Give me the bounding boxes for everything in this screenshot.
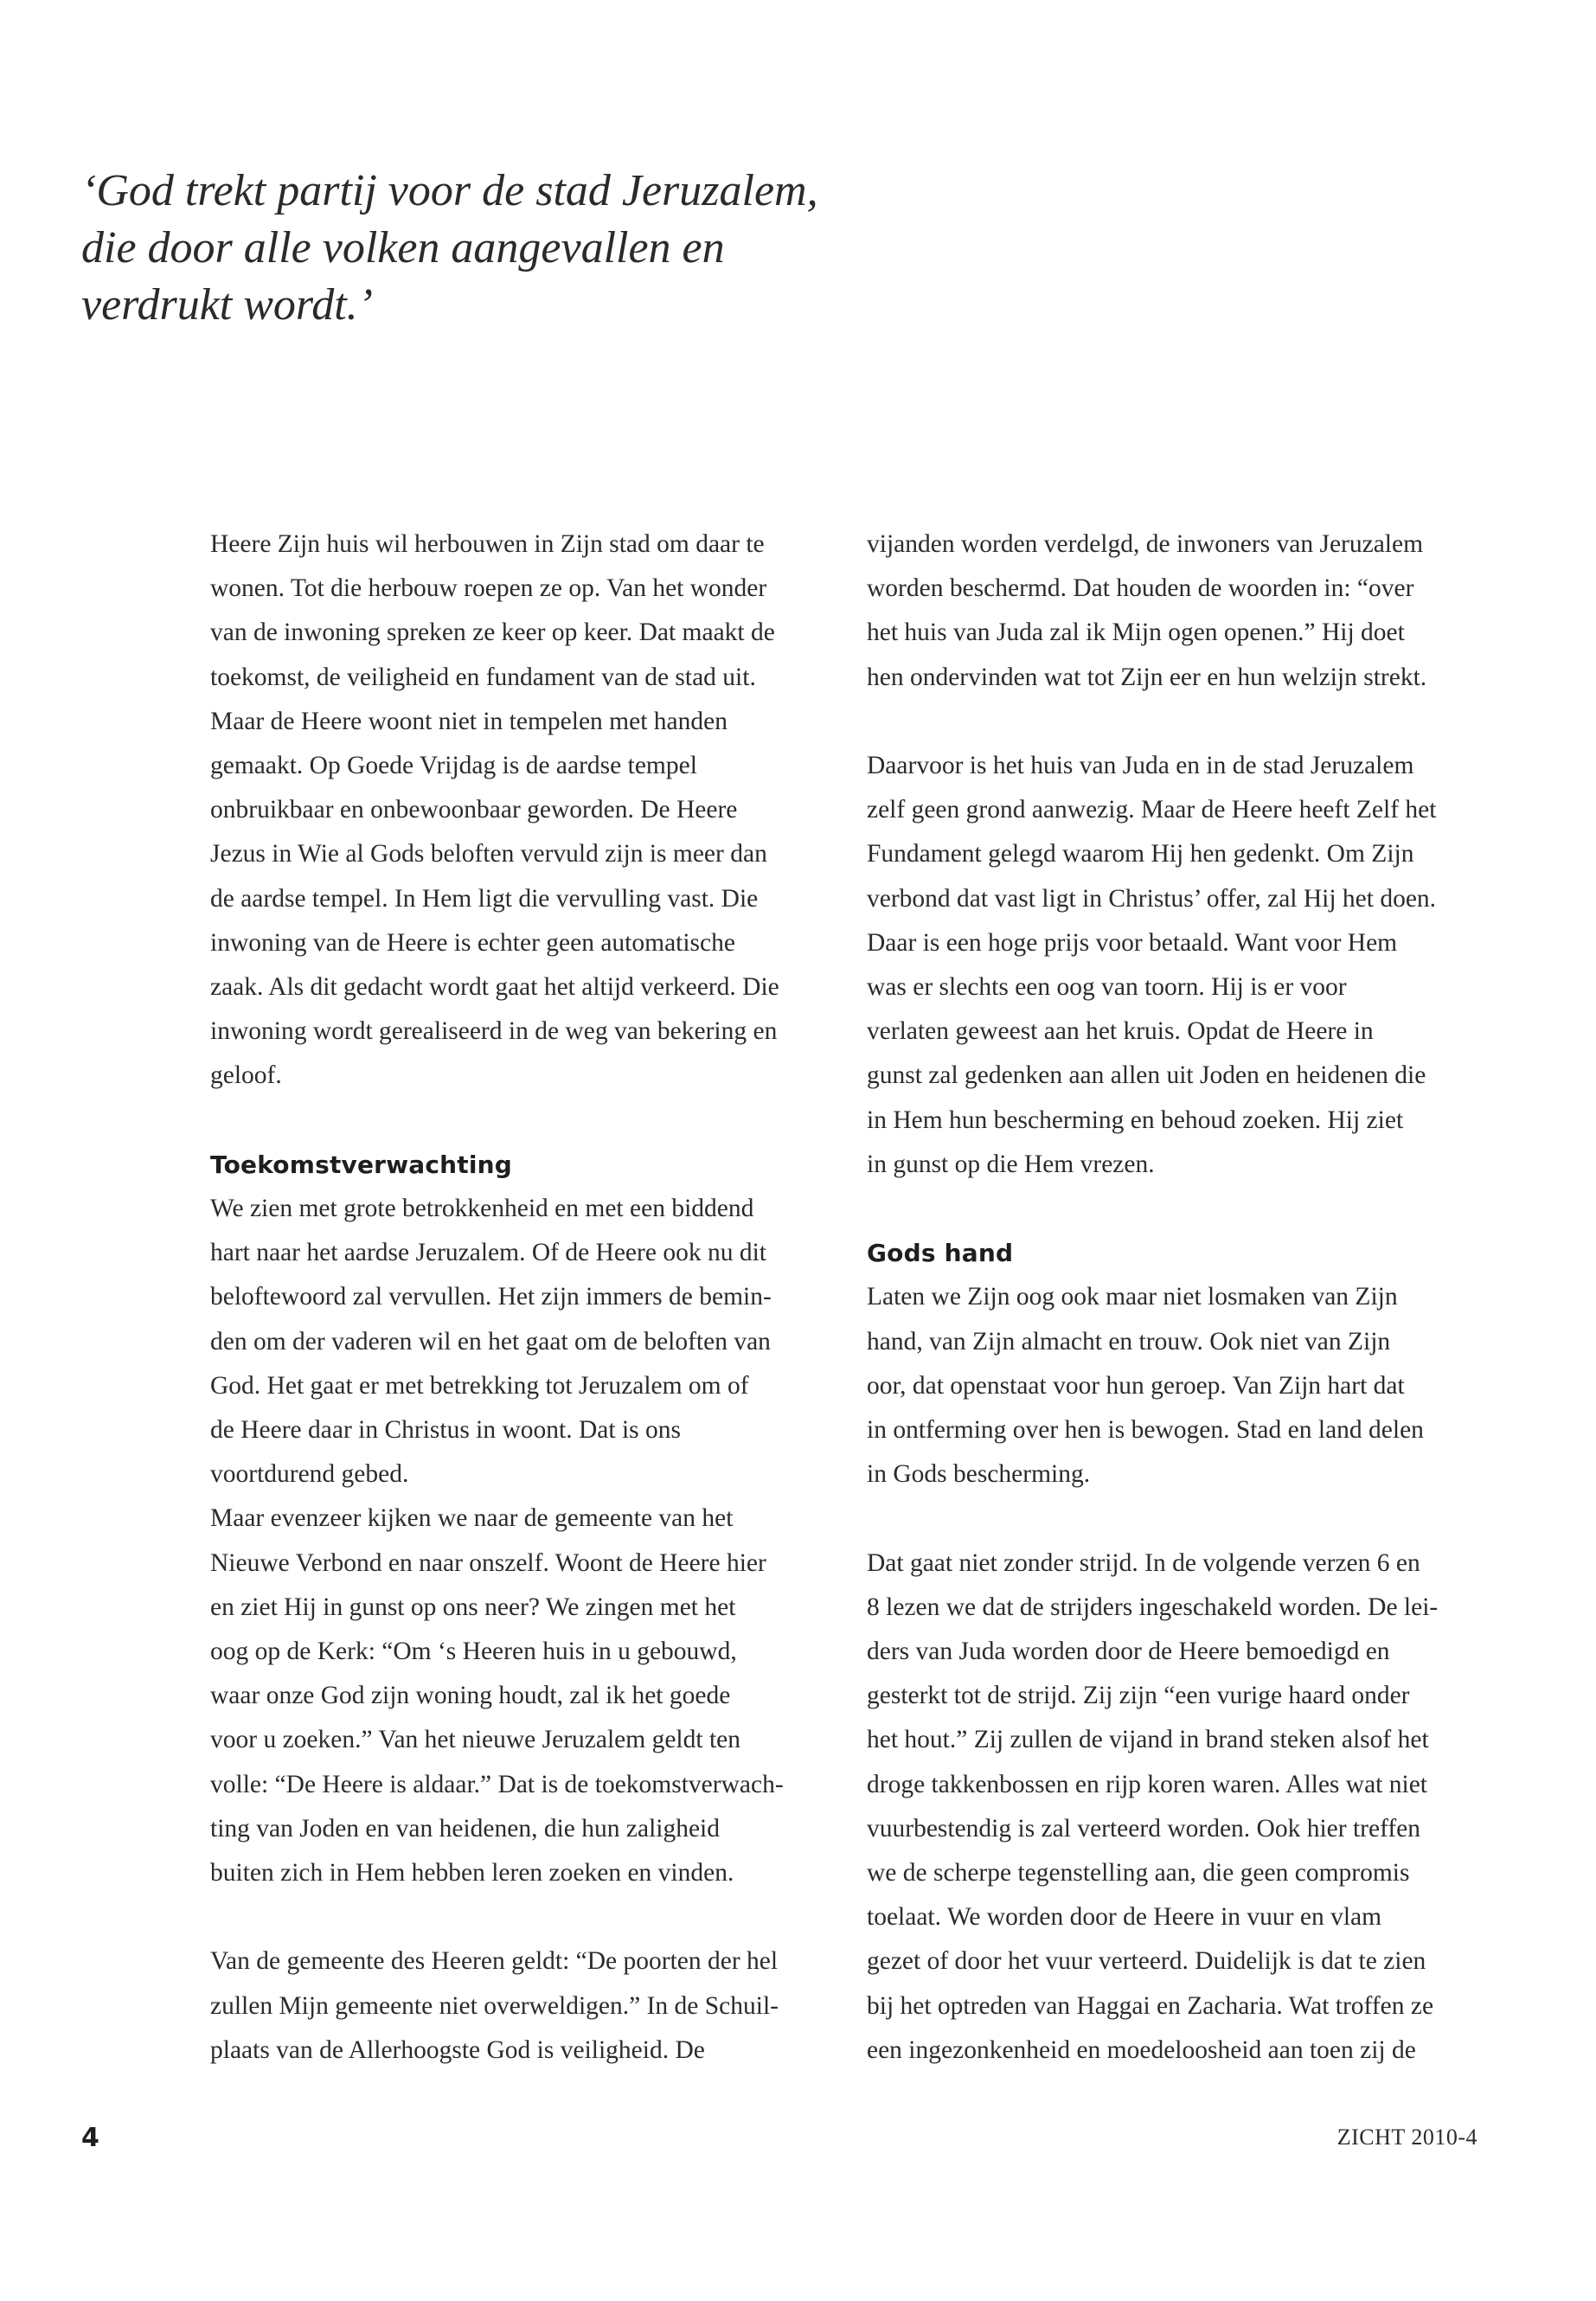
text-line: geloof.: [210, 1061, 282, 1090]
text-line: zullen Mijn gemeente niet overweldigen.” In de Schuil-: [210, 1991, 779, 2020]
text-line: in Gods bescherming.: [867, 1460, 1091, 1489]
paragraph: [867, 1275, 1472, 1497]
journal-issue: ZICHT 2010-4: [1336, 2125, 1477, 2150]
text-line: Jezus in Wie al Gods beloften vervuld zijn is meer dan: [210, 840, 767, 868]
paragraph: [210, 1939, 816, 2073]
text-line: volle: “De Heere is aldaar.” Dat is de toekomstverwach-: [210, 1770, 784, 1798]
text-line: zaak. Als dit gedacht wordt gaat het altijd verkeerd. Die: [210, 973, 779, 1002]
pull-quote-line: die door alle volken aangevallen en: [81, 223, 725, 272]
page-number: 4: [81, 2123, 99, 2153]
text-line: buiten zich in Hem hebben leren zoeken en vinden.: [210, 1859, 734, 1888]
text-line: Heere Zijn huis wil herbouwen in Zijn stad om daar te: [210, 530, 765, 558]
text-line: toekomst, de veiligheid en fundament van de stad uit.: [210, 663, 756, 691]
text-line: Maar evenzeer kijken we naar de gemeente van het: [210, 1504, 734, 1533]
text-line: het huis van Juda zal ik Mijn ogen openen.” Hij doet: [867, 619, 1405, 647]
section-heading: Toekomstverwachting: [210, 1150, 513, 1179]
text-line: bij het optreden van Haggai en Zacharia. Wat troffen ze: [867, 1991, 1434, 2020]
text-line: ting van Joden en van heidenen, die hun zaligheid: [210, 1814, 721, 1843]
text-line: Daarvoor is het huis van Juda en in de stad Jeruzalem: [867, 752, 1414, 779]
text-line: oog op de Kerk: “Om ‘s Heeren huis in u gebouwd,: [210, 1638, 737, 1666]
text-line: gesterkt tot de strijd. Zij zijn “een vurige haard onder: [867, 1682, 1410, 1710]
text-line: inwoning van de Heere is echter geen automatische: [210, 928, 735, 957]
pull-quote: [81, 163, 860, 334]
text-line: Daar is een hoge prijs voor betaald. Want voor Hem: [867, 928, 1398, 957]
text-line: gezet of door het vuur verteerd. Duidelijk is dat te zien: [867, 1947, 1426, 1976]
text-line: toelaat. We worden door de Heere in vuur en vlam: [867, 1903, 1382, 1932]
text-line: beloftewoord zal vervullen. Het zijn immers de bemin-: [210, 1283, 772, 1311]
text-line: de aardse tempel. In Hem ligt die vervulling vast. Die: [210, 884, 759, 913]
text-line: in gunst op die Hem vrezen.: [867, 1150, 1155, 1178]
paragraph: [210, 522, 816, 1099]
text-line: in Hem hun bescherming en behoud zoeken. Hij ziet: [867, 1106, 1404, 1134]
text-line: hand, van Zijn almacht en trouw. Ook niet van Zijn: [867, 1327, 1391, 1356]
text-line: van de inwoning spreken ze keer op keer. Dat maakt de: [210, 619, 775, 647]
text-line: gemaakt. Op Goede Vrijdag is de aardse tempel: [210, 752, 697, 780]
text-line: de Heere daar in Christus in woont. Dat is ons: [210, 1416, 682, 1445]
text-line: Fundament gelegd waarom Hij hen gedenkt. Om Zijn: [867, 840, 1414, 868]
text-line: worden beschermd. Dat houden de woorden in: “over: [867, 574, 1414, 603]
text-line: waar onze God zijn woning houdt, zal ik het goede: [210, 1682, 731, 1710]
pull-quote-line: ‘God trekt partij voor de stad Jeruzalem,: [81, 166, 818, 215]
text-line: 8 lezen we dat de strijders ingeschakeld worden. De lei-: [867, 1593, 1439, 1621]
text-line: wonen. Tot die herbouw roepen ze op. Van het wonder: [210, 574, 767, 603]
text-line: plaats van de Allerhoogste God is veiligheid. De: [210, 2035, 705, 2064]
text-line: was er slechts een oog van toorn. Hij is er voor: [867, 973, 1347, 1002]
pull-quote-line: verdrukt wordt.’: [81, 280, 373, 330]
text-line: Dat gaat niet zonder strijd. In de volgende verzen 6 en: [867, 1548, 1420, 1577]
text-line: verlaten geweest aan het kruis. Opdat de Heere in: [867, 1017, 1374, 1046]
text-line: ders van Juda worden door de Heere bemoedigd en: [867, 1638, 1390, 1666]
text-line: droge takkenbossen en rijp koren waren. Alles wat niet: [867, 1770, 1427, 1798]
text-line: Maar de Heere woont niet in tempelen met handen: [210, 707, 727, 735]
paragraph: [867, 522, 1472, 700]
text-line: verbond dat vast ligt in Christus’ offer, zal Hij het doen.: [867, 884, 1437, 913]
text-line: inwoning wordt gerealiseerd in de weg van bekering en: [210, 1017, 778, 1046]
text-line: een ingezonkenheid en moedeloosheid aan toen zij de: [867, 2035, 1416, 2064]
text-line: Van de gemeente des Heeren geldt: “De poorten der hel: [210, 1947, 779, 1976]
text-line: in ontferming over hen is bewogen. Stad en land delen: [867, 1416, 1424, 1445]
text-line: hart naar het aardse Jeruzalem. Of de Heere ook nu dit: [210, 1239, 766, 1267]
section-heading: Gods hand: [867, 1239, 1014, 1268]
text-line: We zien met grote betrokkenheid en met een biddend: [210, 1195, 754, 1223]
paragraph: [867, 1541, 1472, 2073]
text-line: gunst zal gedenken aan allen uit Joden en heidenen die: [867, 1061, 1426, 1090]
right-column: [867, 522, 1472, 2073]
text-line: het hout.” Zij zullen de vijand in brand steken alsof het: [867, 1726, 1429, 1754]
paragraph: [210, 1187, 816, 1895]
text-line: God. Het gaat er met betrekking tot Jeruzalem om of: [210, 1371, 749, 1400]
text-line: vuurbestendig is zal verteerd worden. Ook hier treffen: [867, 1814, 1421, 1843]
text-line: Nieuwe Verbond en naar onszelf. Woont de Heere hier: [210, 1548, 766, 1577]
text-line: voortdurend gebed.: [210, 1460, 409, 1489]
text-line: onbruikbaar en onbewoonbaar geworden. De Heere: [210, 796, 738, 824]
text-line: en ziet Hij in gunst op ons neer? We zingen met het: [210, 1593, 736, 1621]
text-line: oor, dat openstaat voor hun geroep. Van Zijn hart dat: [867, 1371, 1405, 1400]
text-line: den om der vaderen wil en het gaat om de beloften van: [210, 1327, 771, 1356]
text-line: we de scherpe tegenstelling aan, die geen compromis: [867, 1859, 1410, 1888]
paragraph: [867, 744, 1472, 1187]
left-column: [210, 522, 816, 2073]
text-line: zelf geen grond aanwezig. Maar de Heere heeft Zelf het: [867, 796, 1437, 824]
text-line: voor u zoeken.” Van het nieuwe Jeruzalem geldt ten: [210, 1726, 740, 1754]
text-line: vijanden worden verdelgd, de inwoners van Jeruzalem: [867, 530, 1424, 558]
text-line: Laten we Zijn oog ook maar niet losmaken van Zijn: [867, 1283, 1398, 1311]
text-line: hen ondervinden wat tot Zijn eer en hun welzijn strekt.: [867, 663, 1427, 691]
